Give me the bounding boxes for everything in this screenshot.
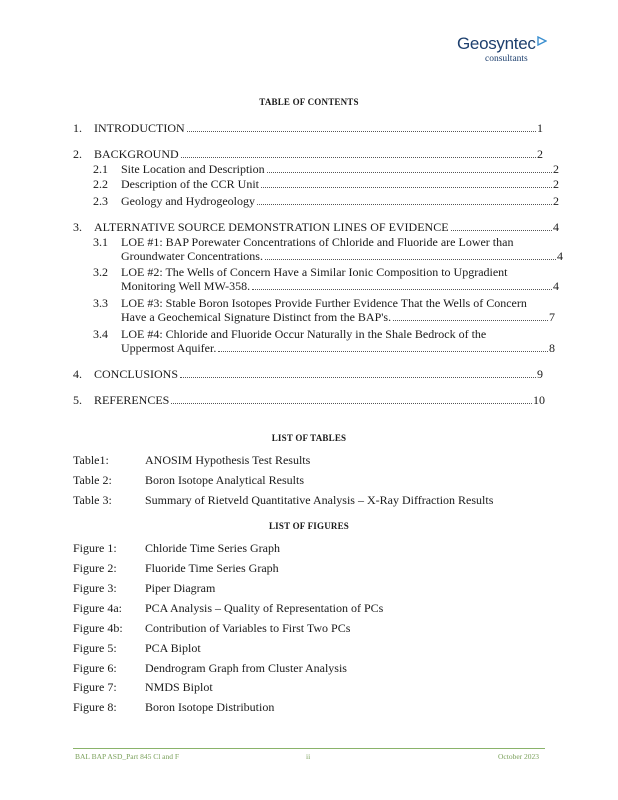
toc-number: 4.: [73, 367, 82, 381]
leader-dots: [181, 156, 536, 158]
leader-dots: [265, 258, 556, 260]
tables-heading: LIST OF TABLES: [271, 433, 347, 443]
toc-page: 9: [537, 367, 543, 381]
toc-text-line1: LOE #1: BAP Porewater Concentrations of Chloride and Fluoride are Lower than: [121, 235, 514, 249]
figure-entry[interactable]: [73, 581, 215, 595]
logo-triangle-icon: [537, 36, 547, 46]
toc-page: 4: [557, 249, 563, 263]
toc-entry-3-1[interactable]: [93, 235, 563, 263]
footer-divider: [73, 748, 545, 749]
figure-title: Contribution of Variables to First Two PCs: [145, 621, 351, 635]
figure-label: Figure 5:: [73, 641, 117, 655]
table-entry[interactable]: [73, 473, 304, 487]
toc-number: 2.3: [93, 194, 108, 208]
leader-dots: [393, 319, 548, 321]
leader-dots: [267, 171, 552, 173]
figure-label: Figure 1:: [73, 541, 117, 555]
logo-name: Geosyntec: [457, 34, 536, 53]
toc-page: 4: [553, 220, 559, 234]
toc-page: 7: [549, 310, 555, 324]
figure-title: Piper Diagram: [145, 581, 216, 595]
toc-text-line1: LOE #4: Chloride and Fluoride Occur Naturally in the Shale Bedrock of the: [121, 327, 487, 341]
figure-label: Figure 8:: [73, 700, 117, 714]
toc-number: 5.: [73, 393, 82, 407]
toc-text-line2: Groundwater Concentrations.: [121, 249, 263, 263]
table-label: Table 2:: [73, 473, 112, 487]
toc-text-line2: Monitoring Well MW-358.: [121, 279, 251, 293]
toc-entry-1[interactable]: [73, 121, 543, 135]
toc-number: 3.1: [93, 235, 108, 249]
toc-text: Site Location and Description: [121, 162, 265, 176]
toc-text: INTRODUCTION: [94, 121, 185, 135]
leader-dots: [257, 203, 552, 205]
leader-dots: [252, 288, 552, 290]
toc-page: 8: [549, 341, 555, 355]
toc-entry-3-4[interactable]: [93, 327, 555, 355]
table-label: Table1:: [73, 453, 109, 467]
figure-entry[interactable]: [73, 621, 350, 635]
table-entry[interactable]: [73, 493, 493, 507]
toc-entry-3-2[interactable]: [93, 265, 559, 293]
toc-entry-4[interactable]: [73, 367, 543, 381]
footer-document-id: BAL BAP ASD_Part 845 Cl and F: [75, 752, 180, 761]
toc-page: 10: [533, 393, 545, 407]
figure-label: Figure 3:: [73, 581, 117, 595]
leader-dots: [451, 229, 552, 231]
leader-dots: [187, 130, 536, 132]
figure-entry[interactable]: [73, 601, 383, 615]
toc-number: 3.4: [93, 327, 108, 341]
figure-label: Figure 4b:: [73, 621, 123, 635]
toc-page: 2: [537, 147, 543, 161]
leader-dots: [261, 186, 552, 188]
figure-entry[interactable]: [73, 541, 280, 555]
figure-label: Figure 4a:: [73, 601, 122, 615]
figure-label: Figure 7:: [73, 680, 117, 694]
company-logo: [452, 34, 562, 68]
toc-text-line1: LOE #2: The Wells of Concern Have a Similar Ionic Composition to Upgradient: [121, 265, 508, 279]
table-title: Boron Isotope Analytical Results: [145, 473, 304, 487]
toc-text: Geology and Hydrogeology: [121, 194, 255, 208]
toc-text: CONCLUSIONS: [94, 367, 179, 381]
toc-number: 1.: [73, 121, 82, 135]
table-title: ANOSIM Hypothesis Test Results: [145, 453, 311, 467]
figure-entry[interactable]: [73, 680, 213, 694]
toc-text: REFERENCES: [94, 393, 170, 407]
figure-title: Boron Isotope Distribution: [145, 700, 275, 714]
table-title: Summary of Rietveld Quantitative Analysis – X-Ray Diffraction Results: [145, 493, 494, 507]
toc-text: Description of the CCR Unit: [121, 177, 259, 191]
toc-number: 3.3: [93, 296, 108, 310]
toc-text: ALTERNATIVE SOURCE DEMONSTRATION LINES OF EVIDENCE: [94, 220, 449, 234]
leader-dots: [180, 376, 536, 378]
toc-page: 2: [553, 162, 559, 176]
figure-entry[interactable]: [73, 641, 201, 655]
toc-page: 1: [537, 121, 543, 135]
toc-number: 2.: [73, 147, 82, 161]
table-label: Table 3:: [73, 493, 112, 507]
toc-entry-3-3[interactable]: [93, 296, 555, 324]
toc-page: 4: [553, 279, 559, 293]
toc-entry-2[interactable]: [73, 147, 543, 161]
footer-page-number: ii: [306, 752, 311, 761]
toc-text-line2: Have a Geochemical Signature Distinct from the BAP's.: [121, 310, 392, 324]
toc-entry-2-2[interactable]: [93, 177, 559, 191]
figures-heading: LIST OF FIGURES: [268, 521, 350, 531]
toc-heading: TABLE OF CONTENTS: [259, 97, 359, 107]
figure-label: Figure 6:: [73, 661, 117, 675]
toc-page: 2: [553, 194, 559, 208]
toc-text-line1: LOE #3: Stable Boron Isotopes Provide Further Evidence That the Wells of Concern: [121, 296, 527, 310]
figure-title: Fluoride Time Series Graph: [145, 561, 279, 575]
toc-number: 3.2: [93, 265, 108, 279]
leader-dots: [218, 350, 548, 352]
figure-label: Figure 2:: [73, 561, 117, 575]
toc-page: 2: [553, 177, 559, 191]
figure-title: Dendrogram Graph from Cluster Analysis: [145, 661, 347, 675]
toc-number: 2.1: [93, 162, 108, 176]
toc-entry-3[interactable]: [73, 220, 559, 234]
toc-entry-5[interactable]: [73, 393, 545, 407]
figure-title: PCA Analysis – Quality of Representation of PCs: [145, 601, 384, 615]
toc-text: BACKGROUND: [94, 147, 179, 161]
toc-entry-2-1[interactable]: [93, 162, 559, 176]
toc-number: 2.2: [93, 177, 108, 191]
figure-title: Chloride Time Series Graph: [145, 541, 280, 555]
figure-entry[interactable]: [73, 700, 274, 714]
table-entry[interactable]: [73, 453, 310, 467]
figure-title: NMDS Biplot: [145, 680, 213, 694]
toc-text-line2: Uppermost Aquifer.: [121, 341, 217, 355]
leader-dots: [171, 402, 532, 404]
logo-subtitle: consultants: [485, 54, 528, 64]
toc-number: 3.: [73, 220, 82, 234]
figure-entry[interactable]: [73, 561, 279, 575]
figure-entry[interactable]: [73, 661, 347, 675]
footer-date: October 2023: [498, 752, 540, 761]
toc-entry-2-3[interactable]: [93, 194, 559, 208]
figure-title: PCA Biplot: [145, 641, 201, 655]
